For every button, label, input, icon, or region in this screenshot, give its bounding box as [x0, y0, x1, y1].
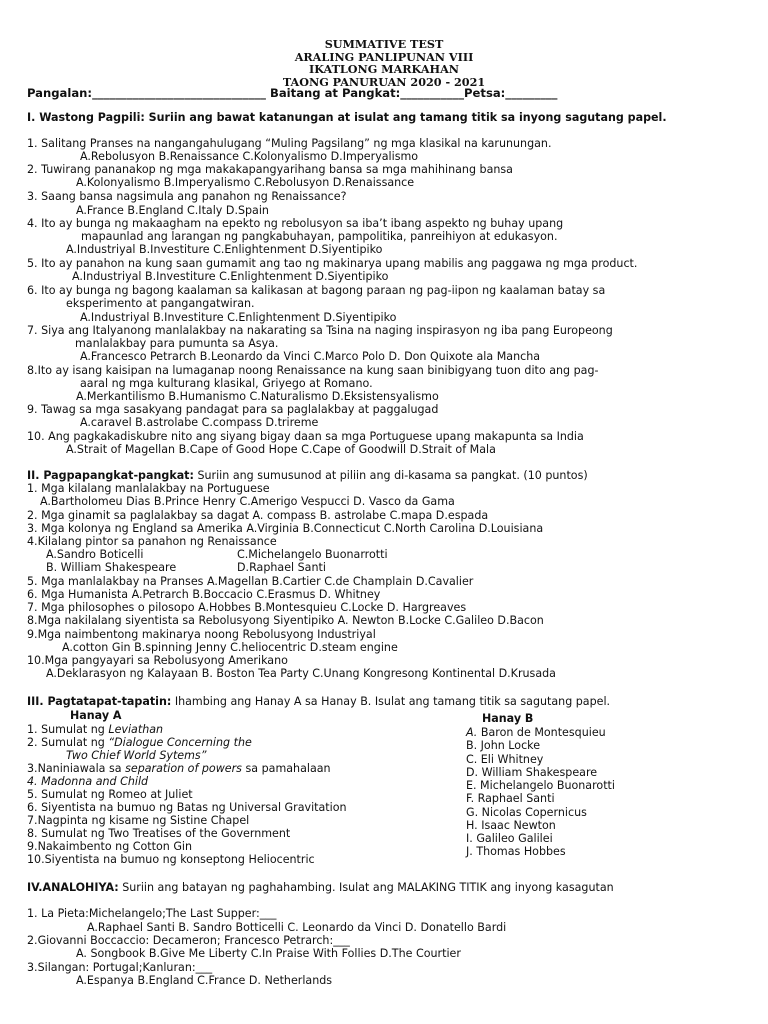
- s2-choice-4b: B. William Shakespeare: [46, 561, 177, 574]
- s4-choices-2: A. Songbook B.Give Me Liberty C.In Praise With Follies D.The Courtier: [76, 947, 461, 960]
- hanay-b-title: Hanay B: [482, 712, 534, 725]
- s1-question-6-cont: eksperimento at pangangatwiran.: [66, 297, 255, 310]
- s1-choices-10: A.Strait of Magellan B.Cape of Good Hope C.Cape of Goodwill D.Strait of Mala: [66, 443, 496, 456]
- s1-choices-5: A.Industriyal B.Investiture C.Enlightenment D.Siyentipiko: [72, 270, 389, 283]
- s1-choices-2: A.Kolonyalismo B.Imperyalismo C.Rebolusyon D.Renaissance: [76, 176, 415, 189]
- hanay-a-item-8: 8. Sumulat ng Two Treatises of the Government: [27, 827, 291, 840]
- s1-question-7: 7. Siya ang Italyanong manlalakbay na nakarating sa Tsina na naging inspirasyon ng iba pang Europeong: [27, 324, 613, 337]
- s2-choice-4a: A.Sandro Boticelli: [46, 548, 144, 561]
- s2-item-3: 3. Mga kolonya ng England sa Amerika A.Virginia B.Connecticut C.North Carolina D.Louisiana: [27, 522, 544, 535]
- hanay-a-item-4: 4. Madonna and Child: [27, 775, 149, 788]
- s4-item-2: 2.Giovanni Boccaccio: Decameron; Francesco Petrarch:___: [27, 934, 350, 947]
- s2-item-6: 6. Mga Humanista A.Petrarch B.Boccacio C.Erasmus D. Whitney: [27, 588, 381, 601]
- s2-item-7: 7. Mga philosophes o pilosopo A.Hobbes B.Montesquieu C.Locke D. Hargreaves: [27, 601, 467, 614]
- hanay-b-item-g: G. Nicolas Copernicus: [466, 806, 587, 819]
- s1-question-10: 10. Ang pagkakadiskubre nito ang siyang bigay daan sa mga Portuguese upang makapunta sa India: [27, 430, 584, 443]
- header-line-4: TAONG PANURUAN 2020 - 2021: [282, 74, 486, 89]
- header-line-1: SUMMATIVE TEST: [324, 37, 444, 51]
- s2-item-10: 10.Mga pangyayari sa Rebolusyong Amerikano: [27, 654, 288, 667]
- s1-choices-1: A.Rebolusyon B.Renaissance C.Kolonyalismo D.Imperyalismo: [80, 150, 419, 163]
- hanay-a-item-5: 5. Sumulat ng Romeo at Juliet: [27, 788, 193, 801]
- header-line-3: IKATLONG MARKAHAN: [309, 62, 459, 77]
- hanay-a-item-10: 10.Siyentista na bumuo ng konseptong Heliocentric: [27, 853, 315, 866]
- s1-question-1: 1. Salitang Pranses na nangangahulugang “Muling Pagsilang” ng mga klasikal na karunungan.: [27, 137, 552, 150]
- s1-question-5: 5. Ito ay panahon na kung saan gumamit ang tao ng makinarya upang mabilis ang paggawa ng mga product.: [27, 257, 638, 270]
- s1-question-2: 2. Tuwirang pananakop ng mga makakapangyarihang bansa sa mga mahihinang bansa: [27, 163, 513, 176]
- s2-choices-10: A.Deklarasyon ng Kalayaan B. Boston Tea Party C.Unang Kongresong Kontinental D.Krusada: [46, 667, 556, 680]
- s2-item-4: 4.Kilalang pintor sa panahon ng Renaissance: [27, 535, 277, 548]
- s2-item-1: 1. Mga kilalang manlalakbay na Portuguese: [27, 482, 270, 495]
- s1-question-7-cont: manlalakbay para pumunta sa Asya.: [75, 337, 279, 350]
- s4-choices-1: A.Raphael Santi B. Sandro Botticelli C. Leonardo da Vinci D. Donatello Bardi: [87, 921, 507, 934]
- hanay-b-item-i: I. Galileo Galilei: [466, 832, 553, 845]
- s4-item-3: 3.Silangan: Portugal;Kanluran:___: [27, 961, 213, 974]
- s2-choices-9: A.cotton Gin B.spinning Jenny C.heliocentric D.steam engine: [62, 641, 398, 654]
- section-2-title: II. Pagpapangkat-pangkat:: [27, 469, 194, 482]
- hanay-a-item-7: 7.Nagpinta ng kisame ng Sistine Chapel: [27, 814, 250, 827]
- student-info-line: Pangalan:______________________________ Baitang at Pangkat:___________Petsa:_________: [27, 86, 558, 100]
- hanay-b-item-f: F. Raphael Santi: [466, 792, 555, 805]
- hanay-a-item-2: 2. Sumulat ng “Dialogue Concerning the: [27, 736, 252, 749]
- section-4-header: [27, 881, 614, 894]
- document-header: [0, 38, 768, 88]
- s1-question-8: 8.Ito ay isang kaisipan na lumaganap noong Renaissance na kung saan binibigyang tuon dito ang pag-: [27, 364, 599, 377]
- section-4-title: IV.ANALOHIYA:: [27, 881, 119, 894]
- s1-choices-7: A.Francesco Petrarch B.Leonardo da Vinci C.Marco Polo D. Don Quixote ala Mancha: [80, 350, 541, 363]
- hanay-b-item-a: A. Baron de Montesquieu: [466, 726, 606, 739]
- hanay-b-item-j: J. Thomas Hobbes: [466, 845, 566, 858]
- s1-choices-9: A.caravel B.astrolabe C.compass D.trireme: [80, 416, 319, 429]
- hanay-a-item-6: 6. Siyentista na bumuo ng Batas ng Universal Gravitation: [27, 801, 347, 814]
- s2-item-5: 5. Mga manlalakbay na Pranses A.Magellan B.Cartier C.de Champlain D.Cavalier: [27, 575, 474, 588]
- s2-choice-4d: D.Raphael Santi: [237, 561, 326, 574]
- section-3-instruction: Ihambing ang Hanay A sa Hanay B. Isulat ang tamang titik sa sagutang papel.: [171, 695, 611, 708]
- hanay-a-item-3: 3.Naniniawala sa separation of powers sa pamahalaan: [27, 762, 331, 775]
- s2-item-2: 2. Mga ginamit sa paglalakbay sa dagat A. compass B. astrolabe C.mapa D.espada: [27, 509, 489, 522]
- hanay-a-item-9: 9.Nakaimbento ng Cotton Gin: [27, 840, 193, 853]
- hanay-b-item-c: C. Eli Whitney: [466, 753, 544, 766]
- section-2-header: [27, 469, 588, 482]
- hanay-b-item-b: B. John Locke: [466, 739, 541, 752]
- header-line-2: ARALING PANLIPUNAN VIII: [294, 49, 474, 64]
- s1-question-4-cont: mapaunlad ang larangan ng pangkabuhayan, pampolitika, panreihiyon at edukasyon.: [81, 230, 558, 243]
- section-3-header: [27, 695, 610, 708]
- hanay-a-title: Hanay A: [70, 709, 122, 722]
- hanay-b-item-d: D. William Shakespeare: [466, 766, 598, 779]
- s4-item-1: 1. La Pieta:Michelangelo;The Last Supper:___: [27, 907, 277, 920]
- s1-choices-3: A.France B.England C.Italy D.Spain: [76, 204, 269, 217]
- s1-question-3: 3. Saang bansa nagsimula ang panahon ng Renaissance?: [27, 190, 347, 203]
- s1-question-4: 4. Ito ay bunga ng makaagham na epekto ng rebolusyon sa iba’t ibang aspekto ng buhay upang: [27, 217, 564, 230]
- hanay-b-item-e: E. Michelangelo Buonarotti: [466, 779, 615, 792]
- s4-choices-3: A.Espanya B.England C.France D. Netherlands: [76, 974, 333, 987]
- s1-question-6: 6. Ito ay bunga ng bagong kaalaman sa kalikasan at bagong paraan ng pag-iipon ng kaalaman batay sa: [27, 284, 606, 297]
- section-1-title: I. Wastong Pagpili: Suriin ang bawat katanungan at isulat ang tamang titik sa inyong sagutang papel.: [27, 111, 667, 124]
- hanay-b-item-h: H. Isaac Newton: [466, 819, 556, 832]
- section-4-instruction: Suriin ang batayan ng paghahambing. Isulat ang MALAKING TITIK ang inyong kasagutan: [118, 881, 614, 894]
- hanay-a-item-2-cont: Two Chief World Sytems”: [66, 749, 207, 762]
- hanay-a-item-1: 1. Sumulat ng Leviathan: [27, 723, 164, 736]
- s2-item-9: 9.Mga naimbentong makinarya noong Rebolusyong Industriyal: [27, 628, 376, 641]
- s1-choices-4: A.Industriyal B.Investiture C.Enlightenment D.Siyentipiko: [66, 243, 383, 256]
- s1-choices-8: A.Merkantilismo B.Humanismo C.Naturalismo D.Eksistensyalismo: [76, 390, 439, 403]
- section-2-instruction: Suriin ang sumusunod at piliin ang di-kasama sa pangkat. (10 puntos): [193, 469, 588, 482]
- s1-choices-6: A.Industriyal B.Investiture C.Enlightenment D.Siyentipiko: [80, 311, 397, 324]
- section-3-title: III. Pagtatapat-tapatin:: [27, 695, 172, 708]
- s2-item-8: 8.Mga nakilalang siyentista sa Rebolusyong Siyentipiko A. Newton B.Locke C.Galileo D.Bacon: [27, 614, 544, 627]
- s1-question-9: 9. Tawag sa mga sasakyang pandagat para sa paglalakbay at paggalugad: [27, 403, 439, 416]
- s2-choice-4c: C.Michelangelo Buonarrotti: [237, 548, 388, 561]
- s2-choices-1: A.Bartholomeu Dias B.Prince Henry C.Amerigo Vespucci D. Vasco da Gama: [40, 495, 455, 508]
- s1-question-8-cont: aaral ng mga kulturang klasikal, Griyego at Romano.: [80, 377, 373, 390]
